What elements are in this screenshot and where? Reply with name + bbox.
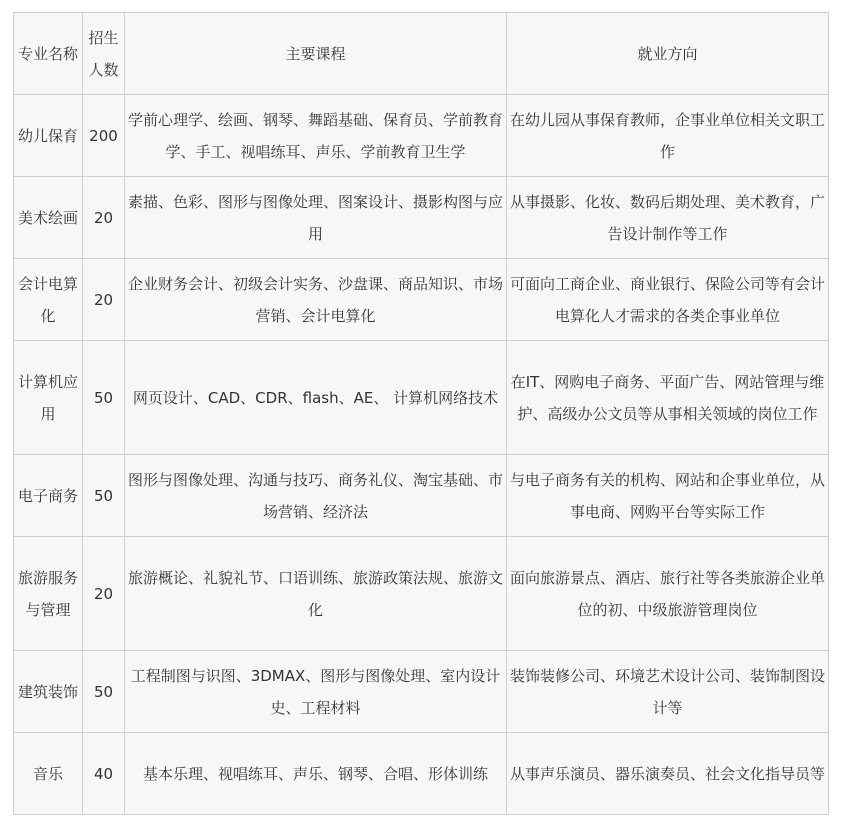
career-cell: 可面向工商企业、商业银行、保险公司等有会计电算化人才需求的各类企事业单位 [507, 259, 829, 341]
majors-table [13, 12, 829, 815]
table-row [14, 341, 829, 455]
career-cell: 与电子商务有关的机构、网站和企事业单位，从事电商、网购平台等实际工作 [507, 455, 829, 537]
header-row [14, 13, 829, 95]
table-row [14, 733, 829, 815]
table-row [14, 177, 829, 259]
courses-cell: 工程制图与识图、3DMAX、图形与图像处理、室内设计史、工程材料 [125, 651, 507, 733]
career-cell: 面向旅游景点、酒店、旅行社等各类旅游企业单位的初、中级旅游管理岗位 [507, 537, 829, 651]
table-row [14, 651, 829, 733]
courses-cell: 基本乐理、视唱练耳、声乐、钢琴、合唱、形体训练 [125, 733, 507, 815]
career-cell: 从事摄影、化妆、数码后期处理、美术教育，广告设计制作等工作 [507, 177, 829, 259]
courses-cell: 企业财务会计、初级会计实务、沙盘课、商品知识、市场营销、会计电算化 [125, 259, 507, 341]
major-cell: 旅游服务与管理 [14, 537, 83, 651]
table-container [13, 12, 829, 815]
header-career: 就业方向 [507, 13, 829, 95]
courses-cell: 素描、色彩、图形与图像处理、图案设计、摄影构图与应用 [125, 177, 507, 259]
career-cell: 在IT、网购电子商务、平面广告、网站管理与维护、高级办公文员等从事相关领域的岗位工作 [507, 341, 829, 455]
major-cell: 音乐 [14, 733, 83, 815]
major-cell: 建筑装饰 [14, 651, 83, 733]
table-row [14, 455, 829, 537]
enrollment-cell: 50 [83, 455, 125, 537]
table-row [14, 259, 829, 341]
major-cell: 幼儿保育 [14, 95, 83, 177]
major-cell: 美术绘画 [14, 177, 83, 259]
major-cell: 电子商务 [14, 455, 83, 537]
enrollment-cell: 50 [83, 341, 125, 455]
courses-cell: 学前心理学、绘画、钢琴、舞蹈基础、保育员、学前教育学、手工、视唱练耳、声乐、学前教育卫生学 [125, 95, 507, 177]
enrollment-cell: 200 [83, 95, 125, 177]
courses-cell: 图形与图像处理、沟通与技巧、商务礼仪、淘宝基础、市场营销、经济法 [125, 455, 507, 537]
courses-cell: 旅游概论、礼貌礼节、口语训练、旅游政策法规、旅游文化 [125, 537, 507, 651]
table-row [14, 537, 829, 651]
enrollment-cell: 20 [83, 177, 125, 259]
enrollment-cell: 20 [83, 537, 125, 651]
enrollment-cell: 50 [83, 651, 125, 733]
major-cell: 计算机应用 [14, 341, 83, 455]
courses-cell: 网页设计、CAD、CDR、flash、AE、 计算机网络技术 [125, 341, 507, 455]
career-cell: 从事声乐演员、器乐演奏员、社会文化指导员等 [507, 733, 829, 815]
career-cell: 在幼儿园从事保育教师，企事业单位相关文职工作 [507, 95, 829, 177]
header-major: 专业名称 [14, 13, 83, 95]
major-cell: 会计电算化 [14, 259, 83, 341]
header-enrollment: 招生人数 [83, 13, 125, 95]
header-courses: 主要课程 [125, 13, 507, 95]
enrollment-cell: 40 [83, 733, 125, 815]
enrollment-cell: 20 [83, 259, 125, 341]
career-cell: 装饰装修公司、环境艺术设计公司、装饰制图设计等 [507, 651, 829, 733]
table-row [14, 95, 829, 177]
